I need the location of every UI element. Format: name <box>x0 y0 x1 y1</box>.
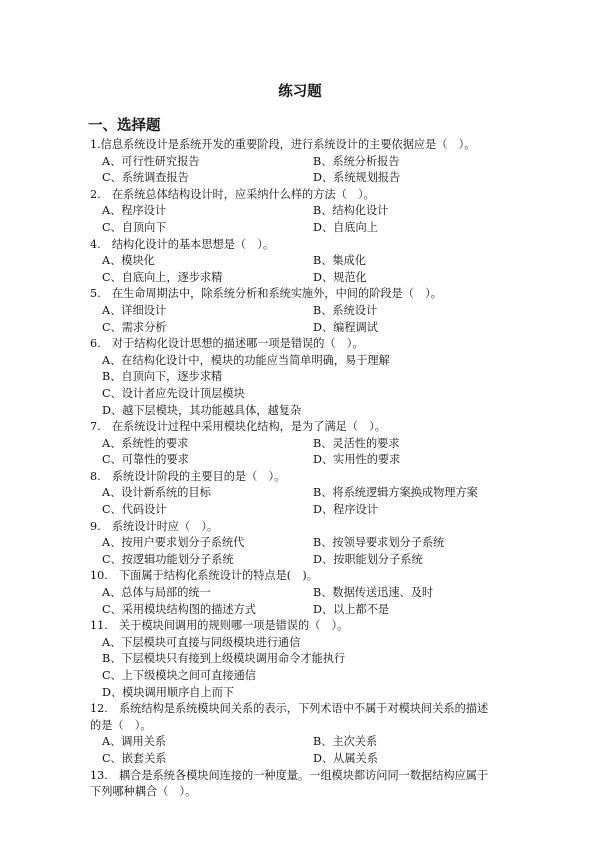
question-block <box>90 336 530 419</box>
option-a: A、模块化 <box>102 254 155 268</box>
option-b: B、下层模块只有接到上级模块调用命令才能执行 <box>102 652 346 666</box>
question-stem: 9. 系统设计时应（ ）。 <box>90 519 219 533</box>
option-row <box>90 154 530 171</box>
option-c: C、需求分析 <box>102 320 167 334</box>
option-c: C、采用模块结构图的描述方式 <box>102 602 256 616</box>
option-c: C、可靠性的要求 <box>102 453 189 467</box>
page-title: 练习题 <box>278 83 322 100</box>
option-a: A、调用关系 <box>102 735 167 749</box>
option-row <box>90 602 530 619</box>
question-block <box>90 419 530 469</box>
question-block <box>90 469 530 519</box>
option-row <box>90 436 530 453</box>
option-c: C、系统调查报告 <box>102 171 189 185</box>
question-block <box>90 568 530 618</box>
question-block <box>90 519 530 569</box>
option-row <box>90 535 530 552</box>
question-stem: 5. 在生命周期法中，除系统分析和系统实施外，中间的阶段是（ ）。 <box>90 287 442 301</box>
option-row <box>90 170 530 187</box>
option-c: C、自底向上，逐步求精 <box>102 270 223 284</box>
option-d: D、以上都不是 <box>313 602 390 616</box>
option-d: D、程序设计 <box>313 503 378 517</box>
option-d: D、编程调试 <box>313 320 378 334</box>
option-d: D、系统规划报告 <box>313 171 401 185</box>
option-b: B、系统分析报告 <box>313 154 400 168</box>
option-row <box>90 253 530 270</box>
question-block <box>90 768 530 801</box>
question-stem: 6. 对于结构化设计思想的描述哪一项是错误的（ ）。 <box>90 337 364 351</box>
option-row <box>90 220 530 237</box>
option-row <box>90 734 530 751</box>
question-stem: 1.信息系统设计是系统开发的重要阶段，进行系统设计的主要依据应是（ ）。 <box>90 138 476 151</box>
option-c: C、设计者应先设计顶层模块 <box>102 386 245 400</box>
option-b: B、将系统逻辑方案换成物理方案 <box>313 486 478 500</box>
question-stem: 12. 系统结构是系统模块间关系的表示，下列术语中不属于对模块间关系的描述 <box>90 702 489 716</box>
option-d: D、越下层模块，其功能越具体，越复杂 <box>102 403 302 417</box>
option-a: A、系统性的要求 <box>102 436 189 450</box>
option-d: D、按职能划分子系统 <box>313 552 423 566</box>
option-row <box>90 270 530 287</box>
option-c: C、代码设计 <box>102 503 167 517</box>
option-row <box>90 203 530 220</box>
question-stem: 的是（ ）。 <box>90 718 152 732</box>
option-b: B、数据传送迅速、及时 <box>313 586 434 600</box>
option-row <box>90 452 530 469</box>
section-heading: 一、选择题 <box>88 117 161 134</box>
question-stem: 7. 在系统设计过程中采用模块化结构，是为了满足（ ）。 <box>90 420 386 434</box>
option-a: A、在结构化设计中，模块的功能应当简单明确，易于理解 <box>102 353 390 367</box>
question-block <box>90 618 530 701</box>
option-d: D、实用性的要求 <box>313 453 401 467</box>
option-a: A、详细设计 <box>102 303 167 317</box>
option-row <box>90 585 530 602</box>
option-a: A、可行性研究报告 <box>102 154 200 168</box>
option-row <box>90 485 530 502</box>
option-b: B、集成化 <box>313 254 366 268</box>
question-block <box>90 187 530 237</box>
option-d: D、自底向上 <box>313 220 378 234</box>
question-block <box>90 286 530 336</box>
question-stem: 4. 结构化设计的基本思想是（ ）。 <box>90 237 275 251</box>
option-row <box>90 303 530 320</box>
option-c: C、自顶向下 <box>102 220 167 234</box>
question-stem: 2. 在系统总体结构设计时，应采纳什么样的方法（ ）。 <box>90 187 375 201</box>
option-row <box>90 552 530 569</box>
option-row <box>90 502 530 519</box>
question-block <box>90 237 530 287</box>
question-block <box>90 137 530 187</box>
question-block <box>90 701 530 767</box>
option-b: B、按领导要求划分子系统 <box>313 536 445 550</box>
option-a: A、下层模块可直接与同级模块进行通信 <box>102 635 301 649</box>
option-row <box>90 320 530 337</box>
option-a: A、程序设计 <box>102 204 167 218</box>
option-b: B、自顶向下，逐步求精 <box>102 370 223 384</box>
question-list <box>90 137 530 801</box>
option-d: D、模块调用顺序自上而下 <box>102 685 235 699</box>
option-d: D、从属关系 <box>313 751 378 765</box>
option-row <box>90 751 530 768</box>
option-d: D、规范化 <box>313 270 367 284</box>
option-a: A、总体与局部的统一 <box>102 586 211 600</box>
option-a: A、按用户要求划分子系统代 <box>102 536 245 550</box>
question-stem: 8. 系统设计阶段的主要目的是（ ）。 <box>90 469 286 483</box>
option-a: A、设计新系统的目标 <box>102 486 211 500</box>
question-stem: 13. 耦合是系统各模块间连接的一种度量。一组模块都访问同一数据结构应属于 <box>90 768 489 782</box>
question-stem: 11. 关于模块间调用的规则哪一项是错误的（ ）。 <box>90 619 349 633</box>
option-b: B、系统设计 <box>313 303 378 317</box>
option-c: C、按逻辑功能划分子系统 <box>102 552 234 566</box>
option-c: C、上下级模块之间可直接通信 <box>102 669 256 682</box>
option-b: B、结构化设计 <box>313 204 389 218</box>
option-b: B、灵活性的要求 <box>313 436 400 450</box>
option-b: B、主次关系 <box>313 735 378 749</box>
option-c: C、嵌套关系 <box>102 751 167 765</box>
question-stem: 10. 下面属于结构化系统设计的特点是( )。 <box>90 569 318 583</box>
question-stem: 下列哪种耦合（ ）。 <box>90 785 197 799</box>
